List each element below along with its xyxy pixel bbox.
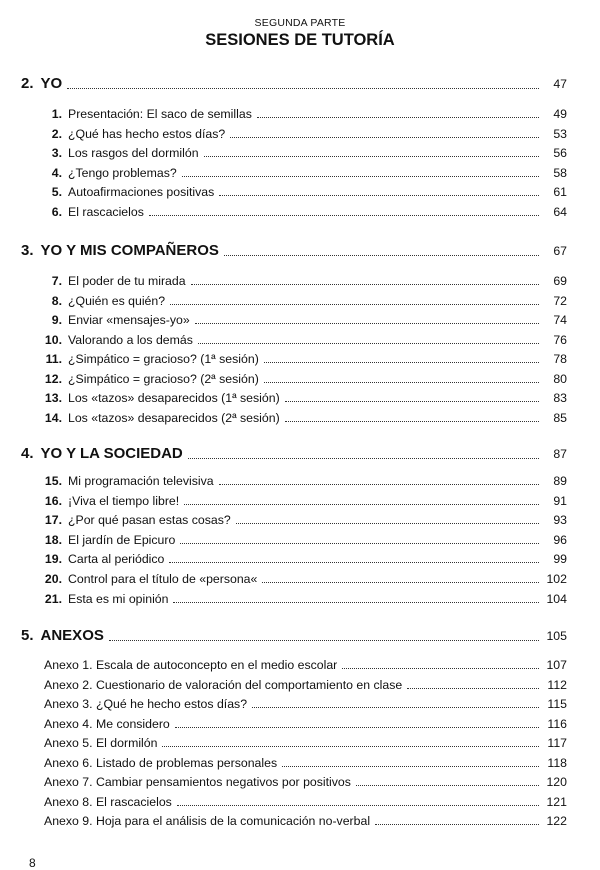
toc-entry[interactable] bbox=[44, 274, 567, 288]
toc-entry[interactable] bbox=[44, 205, 567, 219]
entry-page: 99 bbox=[553, 552, 567, 567]
dot-leader bbox=[109, 639, 539, 641]
section-heading[interactable] bbox=[21, 242, 567, 259]
dot-leader bbox=[264, 381, 539, 383]
dot-leader bbox=[67, 87, 539, 89]
dot-leader bbox=[236, 522, 539, 524]
entry-title: Anexo 8. El rascacielos bbox=[44, 794, 172, 809]
section-title: YO Y LA SOCIEDAD bbox=[40, 445, 183, 462]
section-title: ANEXOS bbox=[40, 627, 104, 644]
entry-page: 69 bbox=[553, 274, 567, 288]
entry-title: Anexo 9. Hoja para el análisis de la comunicación no-verbal bbox=[44, 814, 371, 828]
toc-entry[interactable] bbox=[44, 474, 567, 488]
page-title: SESIONES DE TUTORÍA bbox=[205, 31, 395, 49]
entry-title: Control para el título de «persona« bbox=[68, 572, 258, 586]
entry-title: Mi programación televisiva bbox=[68, 474, 214, 488]
dot-leader bbox=[252, 706, 539, 708]
annex-entry[interactable] bbox=[44, 775, 567, 789]
part-label: SEGUNDA PARTE bbox=[254, 17, 346, 29]
entry-title: ¿Simpático = gracioso? (1ª sesión) bbox=[68, 352, 259, 366]
entry-page: 104 bbox=[546, 591, 567, 606]
entry-page: 72 bbox=[553, 293, 567, 308]
entry-number: 1. bbox=[51, 107, 62, 121]
toc-entry[interactable] bbox=[44, 391, 567, 405]
dot-leader bbox=[162, 745, 539, 747]
dot-leader bbox=[175, 726, 539, 728]
entry-title: ¿Simpático = gracioso? (2ª sesión) bbox=[68, 371, 259, 386]
entry-page: 85 bbox=[553, 410, 567, 425]
entry-title: ¡Viva el tiempo libre! bbox=[68, 493, 180, 508]
dot-leader bbox=[149, 214, 539, 216]
dot-leader bbox=[282, 765, 539, 767]
dot-leader bbox=[219, 194, 539, 196]
entry-page: 61 bbox=[553, 185, 567, 199]
dot-leader bbox=[180, 542, 539, 544]
dot-leader bbox=[170, 303, 539, 305]
entry-page: 53 bbox=[553, 126, 567, 141]
entry-number: 6. bbox=[51, 204, 62, 219]
dot-leader bbox=[177, 804, 539, 806]
entry-page: 74 bbox=[553, 313, 567, 327]
page-number: 8 bbox=[29, 856, 36, 870]
entry-page: 78 bbox=[553, 352, 567, 366]
dot-leader bbox=[342, 667, 539, 669]
entry-number: 18. bbox=[44, 532, 62, 547]
dot-leader bbox=[188, 457, 539, 459]
toc-entry[interactable] bbox=[44, 411, 567, 425]
annex-entry[interactable] bbox=[44, 814, 567, 828]
entry-page: 56 bbox=[553, 146, 567, 160]
toc-entry[interactable] bbox=[44, 572, 567, 586]
entry-title: Valorando a los demás bbox=[68, 332, 193, 347]
entry-title: Anexo 2. Cuestionario de valoración del comportamiento en clase bbox=[44, 677, 403, 692]
dot-leader bbox=[204, 155, 539, 157]
entry-title: Anexo 1. Escala de autoconcepto en el medio escolar bbox=[44, 658, 338, 672]
dot-leader bbox=[262, 581, 539, 583]
section-heading[interactable] bbox=[21, 445, 567, 462]
dot-leader bbox=[375, 823, 539, 825]
section-number: 2. bbox=[21, 75, 34, 92]
entry-page: 120 bbox=[546, 775, 567, 789]
entry-title: Esta es mi opinión bbox=[68, 591, 169, 606]
entry-page: 118 bbox=[547, 755, 567, 770]
entry-page: 117 bbox=[547, 736, 567, 750]
entry-number: 13. bbox=[44, 391, 62, 405]
entry-title: Anexo 6. Listado de problemas personales bbox=[44, 755, 278, 770]
section-number: 5. bbox=[21, 627, 34, 644]
toc-entry[interactable] bbox=[44, 313, 567, 327]
entry-title: ¿Qué has hecho estos días? bbox=[68, 126, 226, 141]
toc-entry[interactable] bbox=[44, 185, 567, 199]
dot-leader bbox=[356, 784, 539, 786]
annex-entry[interactable] bbox=[44, 717, 567, 731]
entry-page: 112 bbox=[547, 677, 567, 692]
entry-number: 9. bbox=[51, 313, 62, 327]
section-number: 4. bbox=[21, 445, 34, 462]
entry-number: 10. bbox=[44, 332, 62, 347]
entry-page: 80 bbox=[553, 371, 567, 386]
toc-entry[interactable] bbox=[44, 552, 567, 566]
entry-number: 11. bbox=[45, 352, 62, 366]
entry-number: 14. bbox=[44, 410, 62, 425]
entry-number: 21. bbox=[44, 591, 62, 606]
dot-leader bbox=[230, 136, 539, 138]
entry-page: 58 bbox=[553, 165, 567, 180]
entry-title: El poder de tu mirada bbox=[68, 274, 186, 288]
entry-number: 20. bbox=[44, 572, 62, 586]
entry-title: Presentación: El saco de semillas bbox=[68, 107, 252, 121]
entry-title: ¿Tengo problemas? bbox=[68, 165, 177, 180]
entry-title: Anexo 3. ¿Qué he hecho estos días? bbox=[44, 697, 248, 711]
entry-number: 12. bbox=[44, 371, 62, 386]
dot-leader bbox=[191, 283, 539, 285]
entry-title: ¿Por qué pasan estas cosas? bbox=[68, 513, 231, 528]
entry-number: 15. bbox=[44, 474, 62, 488]
entry-number: 17. bbox=[44, 513, 62, 528]
entry-page: 64 bbox=[553, 204, 567, 219]
entry-number: 3. bbox=[51, 146, 62, 160]
entry-number: 7. bbox=[51, 274, 62, 288]
annex-entry[interactable] bbox=[44, 658, 567, 672]
section-page: 105 bbox=[546, 629, 567, 643]
entry-number: 4. bbox=[51, 165, 62, 180]
section-page: 47 bbox=[553, 77, 567, 91]
entry-title: Los «tazos» desaparecidos (1ª sesión) bbox=[68, 391, 280, 405]
entry-title: Anexo 4. Me considero bbox=[44, 716, 170, 731]
dot-leader bbox=[169, 561, 539, 563]
entry-page: 83 bbox=[553, 391, 567, 405]
section-page: 67 bbox=[553, 244, 567, 258]
section-title: YO Y MIS COMPAÑEROS bbox=[40, 242, 219, 259]
toc-entry[interactable] bbox=[44, 533, 567, 547]
annex-entry[interactable] bbox=[44, 756, 567, 770]
entry-page: 107 bbox=[546, 658, 567, 672]
entry-page: 121 bbox=[546, 794, 567, 809]
entry-page: 76 bbox=[553, 332, 567, 347]
entry-title: Los rasgos del dormilón bbox=[68, 146, 199, 160]
toc-entry[interactable] bbox=[44, 352, 567, 366]
section-page: 87 bbox=[553, 447, 567, 461]
entry-page: 49 bbox=[553, 107, 567, 121]
toc-entry[interactable] bbox=[44, 146, 567, 160]
section-heading[interactable] bbox=[21, 627, 567, 644]
page-header bbox=[0, 17, 600, 50]
entry-number: 2. bbox=[51, 126, 62, 141]
entry-title: Anexo 5. El dormilón bbox=[44, 736, 158, 750]
entry-number: 19. bbox=[44, 552, 62, 567]
toc-entry[interactable] bbox=[44, 107, 567, 121]
entry-page: 93 bbox=[553, 513, 567, 528]
entry-page: 89 bbox=[553, 474, 567, 488]
annex-entry[interactable] bbox=[44, 736, 567, 750]
toc-entry[interactable] bbox=[44, 592, 567, 606]
annex-entry[interactable] bbox=[44, 697, 567, 711]
entry-page: 96 bbox=[553, 532, 567, 547]
entry-title: Enviar «mensajes-yo» bbox=[68, 313, 190, 327]
annex-entry[interactable] bbox=[44, 795, 567, 809]
dot-leader bbox=[257, 116, 539, 118]
dot-leader bbox=[182, 175, 539, 177]
dot-leader bbox=[224, 254, 539, 256]
entry-title: Carta al periódico bbox=[68, 552, 165, 567]
entry-number: 16. bbox=[44, 493, 62, 508]
toc-entry[interactable] bbox=[44, 494, 567, 508]
toc-entry[interactable] bbox=[44, 166, 567, 180]
entry-title: El jardín de Epicuro bbox=[68, 532, 176, 547]
entry-title: Los «tazos» desaparecidos (2ª sesión) bbox=[68, 410, 280, 425]
dot-leader bbox=[198, 342, 539, 344]
entry-title: Autoafirmaciones positivas bbox=[68, 185, 215, 199]
section-heading[interactable] bbox=[21, 75, 567, 92]
dot-leader bbox=[264, 361, 539, 363]
entry-page: 122 bbox=[546, 814, 567, 828]
dot-leader bbox=[219, 483, 539, 485]
toc-entry[interactable] bbox=[44, 333, 567, 347]
entry-number: 5. bbox=[51, 185, 62, 199]
entry-page: 115 bbox=[547, 697, 567, 711]
entry-number: 8. bbox=[51, 293, 62, 308]
dot-leader bbox=[407, 687, 539, 689]
dot-leader bbox=[195, 322, 539, 324]
dot-leader bbox=[285, 420, 539, 422]
entry-title: Anexo 7. Cambiar pensamientos negativos por positivos bbox=[44, 775, 351, 789]
entry-page: 91 bbox=[553, 493, 567, 508]
toc-entry[interactable] bbox=[44, 294, 567, 308]
section-title: YO bbox=[40, 75, 63, 92]
toc-entry[interactable] bbox=[44, 513, 567, 527]
entry-title: ¿Quién es quién? bbox=[68, 293, 166, 308]
dot-leader bbox=[184, 503, 539, 505]
toc-entry[interactable] bbox=[44, 127, 567, 141]
entry-title: El rascacielos bbox=[68, 204, 144, 219]
entry-page: 116 bbox=[547, 716, 567, 731]
dot-leader bbox=[173, 601, 539, 603]
entry-page: 102 bbox=[546, 572, 567, 586]
dot-leader bbox=[285, 400, 539, 402]
toc-entry[interactable] bbox=[44, 372, 567, 386]
annex-entry[interactable] bbox=[44, 678, 567, 692]
section-number: 3. bbox=[21, 242, 34, 259]
